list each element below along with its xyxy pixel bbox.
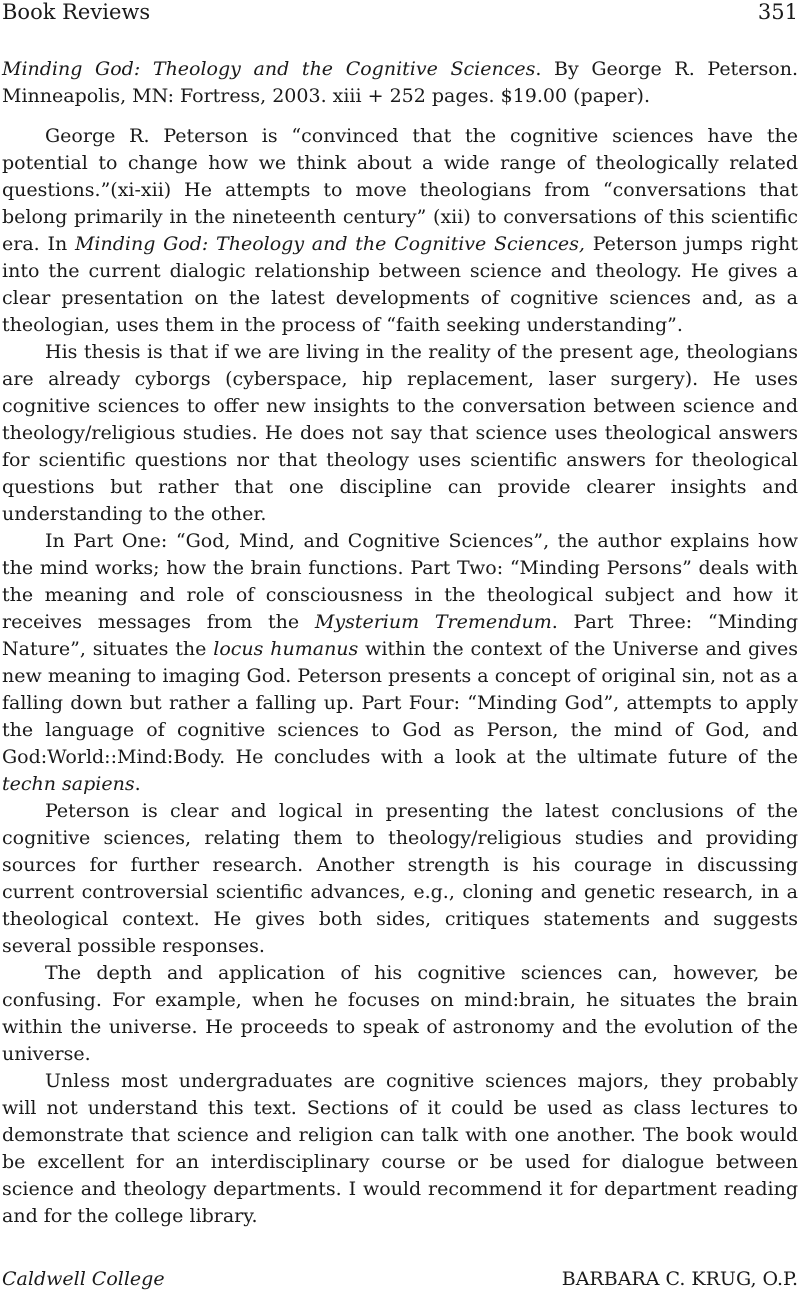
review-body	[2, 123, 800, 1230]
book-citation	[2, 56, 800, 110]
reviewer-name: BARBARA C. KRUG, O.P.	[561, 1268, 798, 1290]
paragraph-3-text-a: In Part One: “God, Mind, and Cognitive Sciences”, the author explains how the mind works; how the brain functions. Part Two: “Minding Persons” deals with the meaning and role of consciousness in the theological subject and how it receives messages from the	[2, 530, 798, 633]
paragraph-5: The depth and application of his cognitive sciences can, however, be confusing. For example, when he focuses on mind:brain, he situates the brain within the universe. He proceeds to speak of astronomy and the evolution of the universe.	[2, 962, 798, 1065]
paragraph-1-book-title: Minding God: Theology and the Cognitive Sciences,	[74, 233, 585, 255]
citation-details: . By George R. Peterson. Minneapolis, MN: Fortress, 2003. xiii + 252 pages. $19.00 (paper).	[2, 58, 798, 107]
paragraph-1	[2, 123, 798, 339]
paragraph-3	[2, 528, 798, 798]
paragraph-3-term-locus: locus humanus	[213, 638, 359, 660]
paragraph-3-term-mysterium: Mysterium Tremendum	[314, 611, 552, 633]
paragraph-1-text-a: George R. Peterson is “convinced that the cognitive sciences have the potential to change how we think about a wide range of theologically related questions.”(xi-xii) He attempts to move theologians from “conversations that belong primarily in the nineteenth century” (xii) to conversations of this scientific era. In	[2, 125, 798, 255]
paragraph-3-term-techn: techn sapiens	[2, 773, 135, 795]
paragraph-3-text-c: . Part Three: “Minding Nature”, situates the	[2, 611, 799, 660]
paragraph-2: His thesis is that if we are living in the reality of the present age, theologians are already cyborgs (cyberspace, hip replacement, laser surgery). He uses cognitive sciences to offer new insights to the conversation between science and theology/religious studies. He does not say that science uses theological answers for scientific questions nor that theology uses scientific answers for theological questions but rather that one discipline can provide clearer insights and understanding to the other.	[2, 341, 798, 525]
reviewer-institution: Caldwell College	[2, 1268, 165, 1290]
section-title: Book Reviews	[2, 0, 151, 24]
page-number: 351	[757, 0, 798, 24]
paragraph-3-text-g: .	[134, 773, 141, 795]
book-title: Minding God: Theology and the Cognitive Sciences	[2, 58, 536, 80]
paragraph-6: Unless most undergraduates are cognitive sciences majors, they probably will not understand this text. Sections of it could be used as class lectures to demonstrate that science and religion can talk with one another. The book would be excellent for an interdisciplinary course or be used for dialogue between science and theology departments. I would recommend it for department reading and for the college library.	[2, 1070, 798, 1227]
paragraph-3-text-e: within the context of the Universe and gives new meaning to imaging God. Peterson presents a concept of original sin, not as a falling down but rather a falling up. Part Four: “Minding God”, attempts to apply the language of cognitive sciences to God as Person, the mind of God, and God:World::Mind:Body. He concludes with a look at the ultimate future of the	[2, 638, 798, 768]
paragraph-4: Peterson is clear and logical in presenting the latest conclusions of the cognitive sciences, relating them to theology/religious studies and providing sources for further research. Another strength is his courage in discussing current controversial scientific advances, e.g., cloning and genetic research, in a theological context. He gives both sides, critiques statements and suggests several possible responses.	[2, 800, 798, 957]
running-head	[2, 0, 800, 24]
review-signature	[2, 1266, 798, 1293]
paragraph-1-text-c: Peterson jumps right into the current dialogic relationship between science and theology. He gives a clear presentation on the latest developments of cognitive sciences and, as a theologian, uses them in the process of “faith seeking understanding”.	[2, 233, 799, 336]
